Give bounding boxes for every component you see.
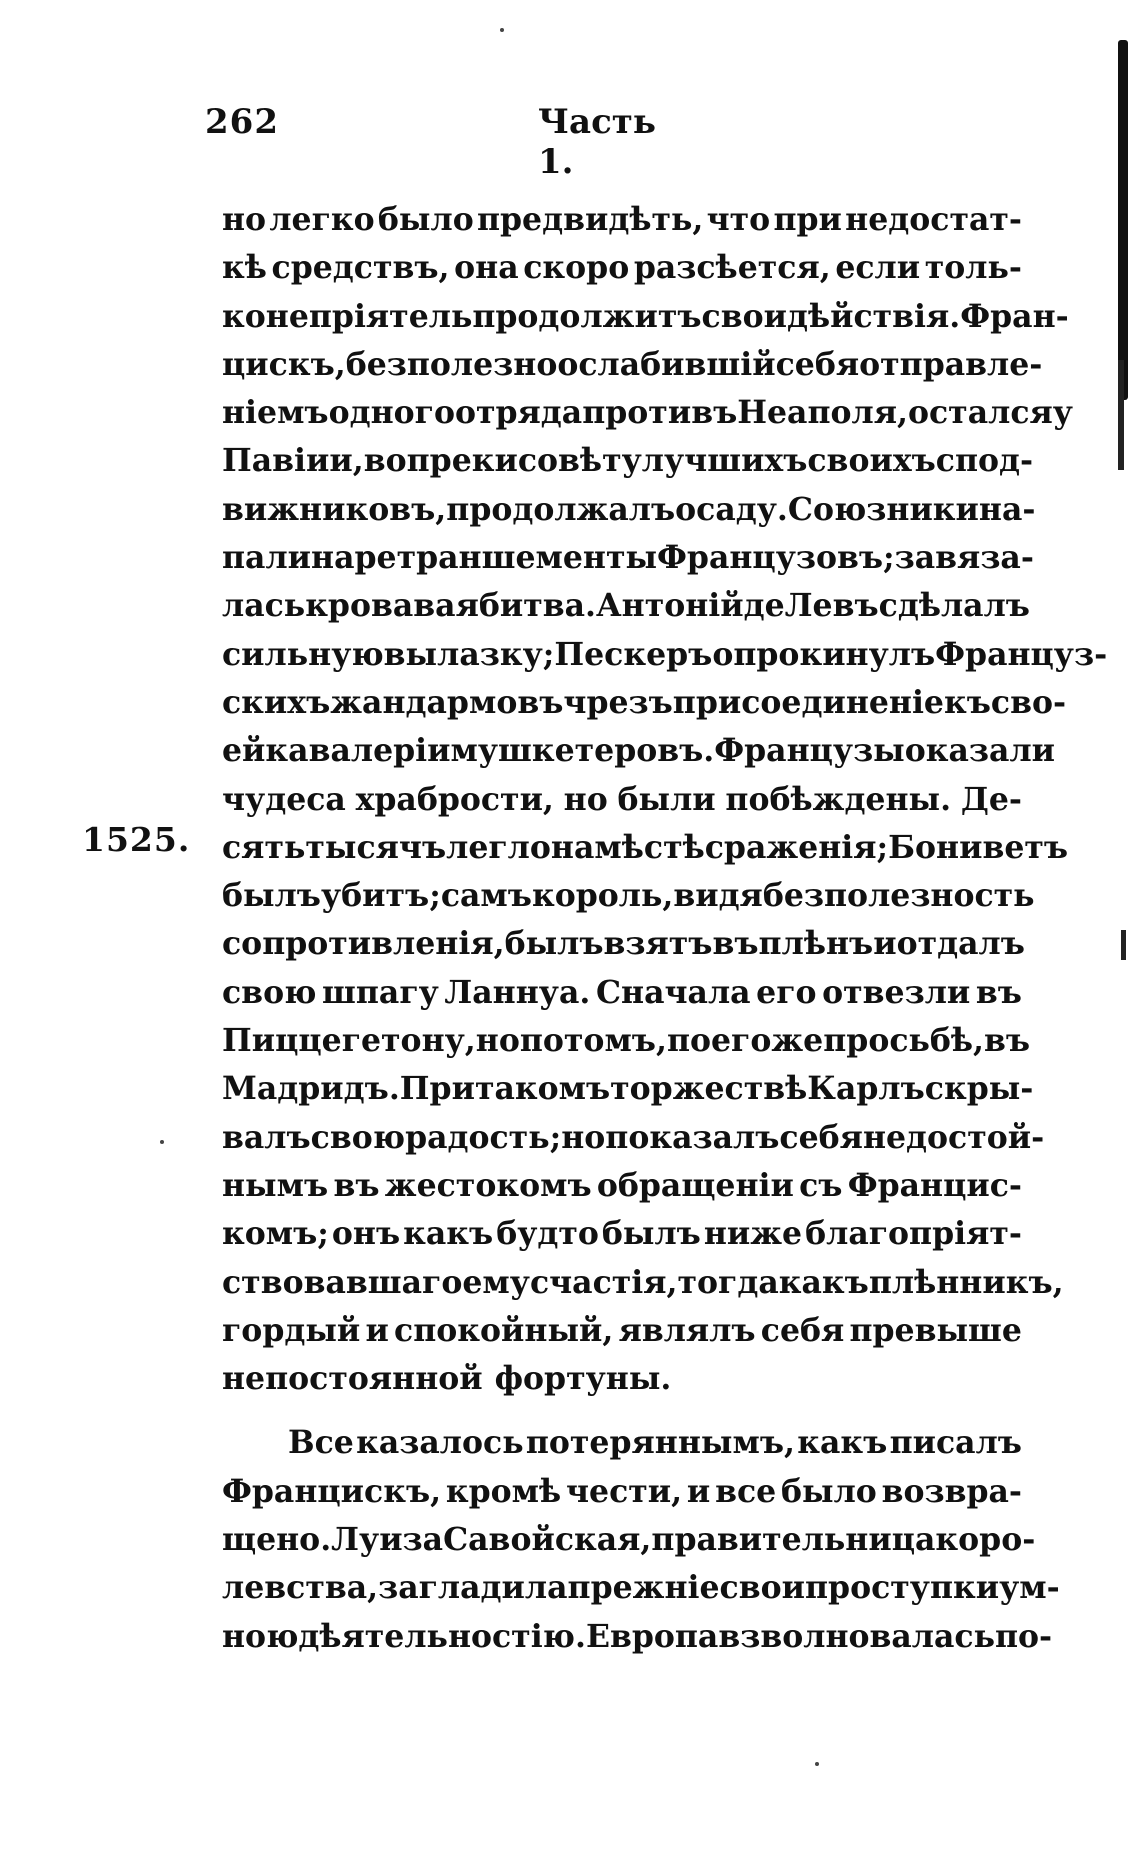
word: битва. (478, 587, 596, 625)
word: предвидѣть, (476, 201, 704, 238)
word: дѣятельностію. (298, 1617, 586, 1655)
word: радость; (405, 1118, 562, 1156)
word: потомъ, (519, 1022, 667, 1060)
margin-year-note: 1525. (82, 820, 191, 859)
word: въ (333, 1166, 380, 1204)
word: какъ (403, 1215, 494, 1253)
word: и (365, 1311, 389, 1349)
word: нымъ (222, 1166, 329, 1204)
word: вылазку; (383, 635, 555, 673)
text-line (222, 1516, 1036, 1564)
text-line (222, 969, 1022, 1017)
word: загладила (378, 1569, 568, 1607)
word: но (475, 1022, 520, 1060)
word: ною (222, 1617, 299, 1655)
text-line (222, 1210, 1022, 1258)
word: При (399, 1070, 475, 1108)
word: коро- (935, 1521, 1036, 1559)
word: разсѣется, (633, 249, 831, 287)
word: правительница (651, 1521, 936, 1559)
word: Французовъ; (657, 539, 895, 577)
word: же (771, 1022, 824, 1060)
word: будто (496, 1215, 599, 1253)
word: потеряннымъ, (525, 1424, 795, 1462)
word: такомъ (474, 1070, 611, 1108)
word: вижниковъ, (222, 490, 447, 528)
word: сять (222, 828, 306, 866)
word: и, (329, 442, 364, 480)
word: совѣту (517, 442, 642, 480)
text-line (222, 1355, 1022, 1403)
word: торжествѣ (610, 1070, 808, 1108)
word: Ланнуа. (444, 973, 591, 1011)
word: на (311, 539, 355, 577)
word: и (873, 925, 897, 963)
word: въ (984, 1022, 1031, 1060)
word: чрезъ (563, 683, 673, 721)
word: себя (760, 1311, 845, 1349)
word: безполезно (345, 345, 558, 383)
word: Неаполя, (737, 394, 908, 432)
word: были (617, 780, 716, 818)
scan-edge-shadow (1118, 40, 1128, 400)
word: скихъ (222, 683, 331, 721)
word: опрокинулъ (712, 635, 936, 673)
word: Француз- (935, 635, 1108, 673)
word: взволновалась (718, 1617, 995, 1655)
word: спод- (935, 442, 1034, 480)
word: убитъ; (320, 877, 441, 915)
word: валъ (222, 1118, 311, 1156)
word: толь- (924, 249, 1022, 287)
text-line (222, 196, 1022, 244)
word: побѣждены. (725, 780, 952, 818)
word: Луиза (331, 1521, 444, 1559)
word: одного (328, 394, 455, 432)
scan-speck (500, 28, 504, 32)
word: Пиццегетону, (222, 1022, 476, 1060)
word: Союзники (787, 490, 979, 528)
word: проступки (804, 1569, 1000, 1607)
word: какъ (778, 1263, 869, 1301)
word: былъ (222, 877, 321, 915)
word: легло (446, 828, 551, 866)
word: левства, (222, 1569, 379, 1607)
word: дѣйствія. (786, 297, 961, 335)
text-line (222, 437, 1034, 485)
word: отправле- (859, 345, 1043, 383)
word: съ (799, 1166, 843, 1204)
word: кромѣ (445, 1472, 562, 1510)
word: комъ; (222, 1215, 329, 1253)
word: по (666, 1022, 712, 1060)
word: на (550, 828, 595, 866)
word: видя (673, 877, 763, 915)
text-line (222, 1564, 1060, 1612)
word: плѣнникъ, (868, 1263, 1064, 1301)
word: король, (531, 877, 674, 915)
word: она (454, 249, 519, 287)
word: просьбѣ, (823, 1022, 985, 1060)
word: при (773, 201, 842, 238)
word: Павіи (222, 442, 330, 480)
word: чести, (565, 1472, 683, 1510)
word: отдалъ (896, 925, 1025, 963)
paragraph-2 (222, 1419, 1060, 1660)
word: Французы (714, 732, 905, 770)
word: казалось (356, 1424, 524, 1462)
word: но (563, 780, 608, 818)
paragraph-gap (222, 1403, 1022, 1419)
word: продолжитъ (472, 297, 702, 335)
word: показалъ (605, 1118, 780, 1156)
word: было (780, 1472, 877, 1510)
word: Мадридъ. (222, 1070, 400, 1108)
word: въ (975, 973, 1022, 1011)
word: продолжалъ (446, 490, 676, 528)
word: жандармовъ (330, 683, 564, 721)
word: себя (779, 1118, 863, 1156)
word: свою (310, 1118, 406, 1156)
word: Бониветъ (888, 828, 1069, 866)
word: превыше (849, 1311, 1022, 1349)
word: было (377, 201, 474, 238)
word: Де- (960, 780, 1022, 818)
word: чудеса (222, 780, 346, 818)
word: у (1052, 394, 1073, 432)
word: плѣнъ (758, 925, 874, 963)
word: Фран- (960, 297, 1069, 335)
word: Францискъ, (222, 1472, 442, 1510)
word: лучшихъ (641, 442, 808, 480)
word: на- (978, 490, 1036, 528)
word: ретраншементы (354, 539, 658, 577)
word: своихъ (807, 442, 936, 480)
word: недостат- (845, 201, 1022, 238)
word: его (756, 973, 817, 1011)
word: де (743, 587, 785, 625)
paragraph-1 (222, 196, 1108, 1403)
word: храбрости, (355, 780, 554, 818)
word: Францис- (847, 1166, 1022, 1204)
word: ниже (703, 1215, 803, 1253)
scan-speck (160, 1140, 164, 1144)
page-header (205, 102, 685, 182)
word: легко (269, 201, 375, 238)
word: какъ (797, 1424, 888, 1462)
word: лась (222, 587, 306, 625)
word: сопротивленія, (222, 925, 505, 963)
word: средствъ, (271, 249, 450, 287)
word: Пескеръ (554, 635, 713, 673)
word: что (706, 201, 771, 238)
word: къ (943, 683, 991, 721)
text-line (222, 293, 1069, 341)
word: тогда (677, 1263, 779, 1301)
word: отряда (454, 394, 583, 432)
word: пали (222, 539, 312, 577)
text-line (222, 872, 1035, 920)
word: сдѣлалъ (878, 587, 1030, 625)
text-line (222, 1419, 1022, 1467)
word: скоро (523, 249, 630, 287)
word: жестокомъ (384, 1166, 592, 1204)
word: все (715, 1472, 777, 1510)
word: самъ (440, 877, 532, 915)
text-line (222, 1065, 1034, 1113)
text-line (222, 1259, 1064, 1307)
text-line (222, 486, 1036, 534)
word: Савойская, (443, 1521, 652, 1559)
text-line (222, 534, 1034, 582)
word: сво- (990, 683, 1067, 721)
word: если (835, 249, 921, 287)
text-line (222, 920, 1025, 968)
word: вопреки (363, 442, 518, 480)
word: Все (288, 1424, 354, 1462)
word: счастія, (529, 1263, 678, 1301)
scan-edge-tick (1121, 930, 1126, 960)
word: остался (907, 394, 1053, 432)
word: въ (712, 925, 759, 963)
word: Сначала (595, 973, 751, 1011)
word: присоединеніе (672, 683, 944, 721)
word: но (561, 1118, 606, 1156)
word: цискъ, (222, 345, 346, 383)
word: свои (701, 297, 787, 335)
word: Левъ (784, 587, 879, 625)
text-line (222, 776, 1022, 824)
text-line (222, 631, 1108, 679)
text-line (222, 1017, 1031, 1065)
text-line (222, 582, 1030, 630)
word: противъ (582, 394, 738, 432)
word: взятъ (603, 925, 713, 963)
word: писалъ (889, 1424, 1022, 1462)
word: щено. (222, 1521, 332, 1559)
word: обращеніи (596, 1166, 794, 1204)
word: онъ (331, 1215, 401, 1253)
word: Карлъ (807, 1070, 925, 1108)
word: прежніе (567, 1569, 720, 1607)
text-line (222, 1307, 1022, 1355)
word: скры- (924, 1070, 1034, 1108)
text-line (222, 341, 1043, 389)
word: ей (222, 732, 266, 770)
word: кровавая (305, 587, 479, 625)
page-number: 262 (205, 102, 279, 142)
word: тысячъ (305, 828, 447, 866)
word: ствовавшаго (222, 1263, 463, 1301)
word: ко (222, 297, 266, 335)
word: являлъ (618, 1311, 756, 1349)
word: осаду. (675, 490, 788, 528)
word: благопріят- (805, 1215, 1022, 1253)
word: спокойный, (394, 1311, 614, 1349)
word: но (222, 201, 267, 238)
text-line (222, 679, 1067, 727)
word: былъ (601, 1215, 701, 1253)
word: непостоянной (222, 1360, 483, 1398)
word: мѣстѣ (594, 828, 705, 866)
text-line (222, 389, 1073, 437)
word: свои (719, 1569, 805, 1607)
word: недостой- (862, 1118, 1045, 1156)
text-line (222, 1468, 1022, 1516)
word: его (711, 1022, 772, 1060)
text-line (222, 1162, 1022, 1210)
word: Антоній (596, 587, 744, 625)
scan-edge-shadow-lower (1118, 360, 1124, 470)
word: оказали (904, 732, 1056, 770)
word: отвезли (822, 973, 971, 1011)
word: себя (775, 345, 860, 383)
word: кѣ (222, 249, 267, 287)
word: былъ (504, 925, 604, 963)
word: по- (994, 1617, 1053, 1655)
word: и (686, 1472, 711, 1510)
text-line (222, 244, 1022, 292)
word: шпагу (322, 973, 439, 1011)
word: ніемъ (222, 394, 329, 432)
body-text (222, 196, 1108, 1661)
word: сраженія; (704, 828, 889, 866)
text-line (222, 824, 1069, 872)
word: ослабившій (557, 345, 776, 383)
word: свою (222, 973, 317, 1011)
text-line (222, 727, 1056, 775)
word: кавалеріи (265, 732, 451, 770)
word: возвра- (881, 1472, 1022, 1510)
text-line (222, 1613, 1053, 1661)
word: Европа (585, 1617, 719, 1655)
word: ему (462, 1263, 530, 1301)
running-head: Часть 1. (538, 102, 656, 182)
text-line (222, 1114, 1045, 1162)
word: безполезность (762, 877, 1035, 915)
word: непріятель (265, 297, 473, 335)
word: мушкетеровъ. (450, 732, 715, 770)
word: гордый (222, 1311, 361, 1349)
word: завяза- (894, 539, 1034, 577)
word: ум- (999, 1569, 1060, 1607)
word: фортуны. (494, 1360, 672, 1398)
scan-speck (815, 1762, 819, 1766)
word: сильную (222, 635, 384, 673)
